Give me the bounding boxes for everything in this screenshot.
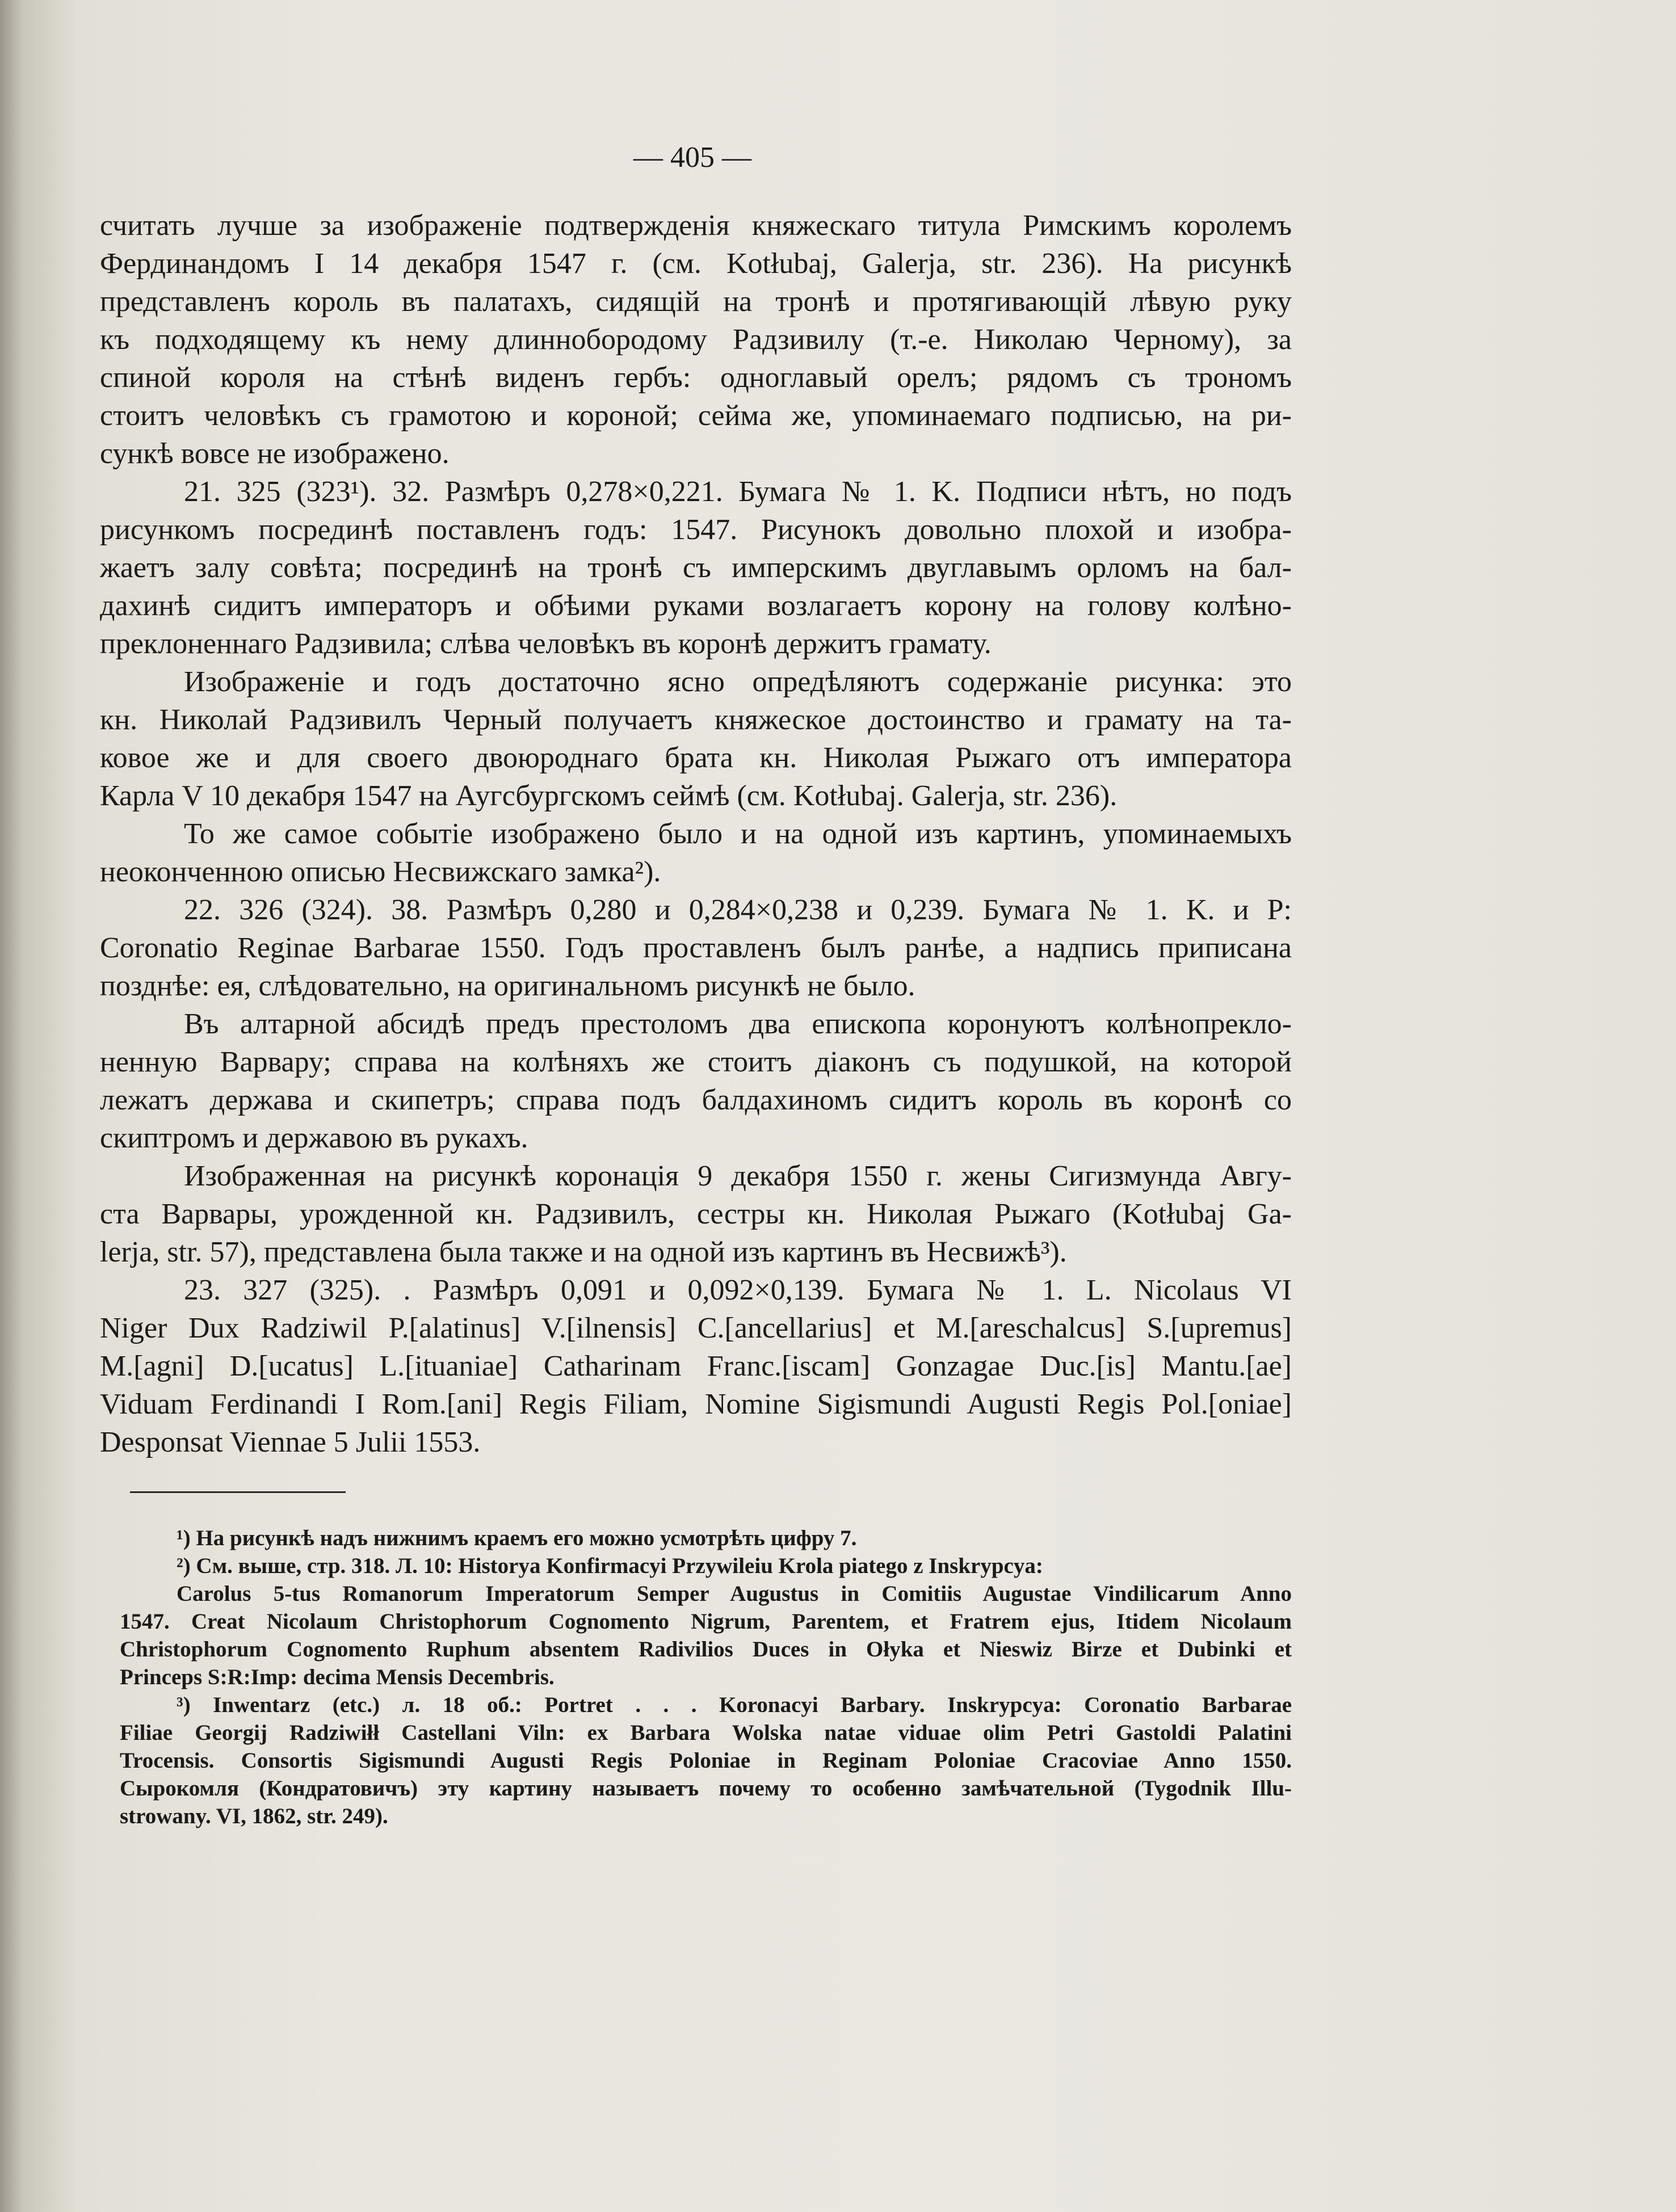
text-line: дахинѣ сидитъ императоръ и обѣими руками возлагаетъ корону на голову колѣно- (100, 590, 1292, 622)
text-line: 1547. Creat Nicolaum Christophorum Cognomento Nigrum, Parentem, et Fratrem ejus, Itidem Nicolaum (120, 1609, 1292, 1634)
text-line: преклоненнаго Радзивила; слѣва человѣкъ въ коронѣ держитъ грамату. (100, 628, 992, 660)
page-number: — 405 — (633, 141, 751, 174)
text-line: Coronatio Reginae Barbarae 1550. Годъ проставленъ былъ ранѣе, а надпись приписана (100, 932, 1292, 964)
text-line: Viduam Ferdinandi I Rom.[ani] Regis Filiam, Nomine Sigismundi Augusti Regis Pol.[oniae] (100, 1388, 1292, 1420)
text-line: спиной короля на стѣнѣ виденъ гербъ: одноглавый орелъ; рядомъ съ трономъ (100, 361, 1292, 394)
text-line: ста Варвары, урожденной кн. Радзивилъ, сестры кн. Николая Рыжаго (Kotłubaj Ga- (100, 1198, 1292, 1230)
paragraph (100, 1157, 1292, 1271)
paragraph (100, 891, 1292, 1005)
paragraph (100, 663, 1292, 815)
text-line: рисункомъ посрединѣ поставленъ годъ: 1547. Рисунокъ довольно плохой и изобра- (100, 514, 1292, 546)
text-line: Filiae Georgij Radziwiłł Castellani Viln: ex Barbara Wolska natae viduae olim Petri Gastoldi Palatini (120, 1721, 1292, 1745)
text-line: Сырокомля (Кондратовичъ) эту картину называетъ почему то особенно замѣчательной (Tygodnik Illu- (120, 1776, 1292, 1801)
text-line: позднѣе: ея, слѣдовательно, на оригинальномъ рисункѣ не было. (100, 970, 915, 1002)
text-line: Изображенная на рисункѣ коронація 9 декабря 1550 г. жены Сигизмунда Авгу- (184, 1160, 1292, 1192)
text-line: ³) Inwentarz (etc.) л. 18 об.: Portret . . . Koronacyi Barbary. Inskrypcya: Coronatio Barbarae (177, 1693, 1292, 1717)
text-line: неоконченною описью Несвижскаго замка²). (100, 856, 661, 888)
footnote-divider (130, 1491, 346, 1493)
text-line: сункѣ вовсе не изображено. (100, 438, 450, 470)
text-line: къ подходящему къ нему длиннобородому Радзивилу (т.-е. Николаю Черному), за (100, 323, 1292, 356)
text-line: ненную Варвару; справа на колѣняхъ же стоитъ діаконъ съ подушкой, на которой (100, 1046, 1292, 1078)
paragraph (100, 1271, 1292, 1461)
paragraph (100, 1005, 1292, 1157)
text-line: стоитъ человѣкъ съ грамотою и короной; сейма же, упоминаемаго подписью, на ри- (100, 399, 1292, 432)
text-line: скиптромъ и державою въ рукахъ. (100, 1122, 528, 1154)
text-line: Carolus 5-tus Romanorum Imperatorum Semper Augustus in Comitiis Augustae Vindilicarum Anno (177, 1582, 1292, 1606)
text-line: Карла V 10 декабря 1547 на Аугсбургскомъ сеймѣ (см. Kotłubaj. Galerja, str. 236). (100, 780, 1118, 812)
paragraph (100, 473, 1292, 663)
text-line: 21. 325 (323¹). 32. Размѣръ 0,278×0,221. Бумага № 1. K. Подписи нѣтъ, но подъ (184, 476, 1292, 508)
text-line: Фердинандомъ I 14 декабря 1547 г. (см. Kotłubaj, Galerja, str. 236). На рисункѣ (100, 247, 1292, 280)
text-line: считать лучше за изображеніе подтвержденія княжескаго титула Римскимъ королемъ (100, 209, 1292, 242)
footnote (120, 1524, 1292, 1552)
text-line: ²) См. выше, стр. 318. Л. 10: Historya Konfirmacyi Przywileiu Krola piatego z Inskrypcya: (177, 1554, 1043, 1578)
text-line: То же самое событіе изображено было и на одной изъ картинъ, упоминаемыхъ (184, 818, 1292, 850)
paragraph (100, 207, 1292, 473)
text-line: лежатъ держава и скипетръ; справа подъ балдахиномъ сидитъ король въ коронѣ со (100, 1084, 1292, 1116)
footnotes (120, 1524, 1292, 1830)
footnote (120, 1552, 1292, 1580)
text-line: ковое же и для своего двоюроднаго брата кн. Николая Рыжаго отъ императора (100, 742, 1292, 774)
text-line: Въ алтарной абсидѣ предъ престоломъ два епископа коронуютъ колѣнопрекло- (184, 1008, 1292, 1040)
text-line: M.[agni] D.[ucatus] L.[ituaniae] Catharinam Franc.[iscam] Gonzagae Duc.[is] Mantu.[ae] (100, 1350, 1292, 1382)
text-line: Niger Dux Radziwil P.[alatinus] V.[ilnensis] C.[ancellarius] et M.[areschalcus] S.[upremus] (100, 1312, 1292, 1344)
text-line: 22. 326 (324). 38. Размѣръ 0,280 и 0,284×0,238 и 0,239. Бумага № 1. K. и P: (184, 894, 1292, 926)
text-line: кн. Николай Радзивилъ Черный получаетъ княжеское достоинство и грамату на та- (100, 704, 1292, 736)
text-line: 23. 327 (325). . Размѣръ 0,091 и 0,092×0,139. Бумага № 1. L. Nicolaus VI (184, 1274, 1292, 1306)
text-line: Christophorum Cognomento Ruphum absentem Radivilios Duces in Ołyka et Nieswiz Birze et Dubinki et (120, 1637, 1292, 1662)
text-line: Изображеніе и годъ достаточно ясно опредѣляютъ содержаніе рисунка: это (184, 666, 1292, 698)
text-line: Desponsat Viennae 5 Julii 1553. (100, 1426, 481, 1458)
paragraph (100, 815, 1292, 891)
text-line: strowany. VI, 1862, str. 249). (120, 1804, 388, 1828)
text-line: ¹) На рисункѣ надъ нижнимъ краемъ его можно усмотрѣть цифру 7. (177, 1526, 857, 1550)
footnote (120, 1580, 1292, 1691)
main-text (100, 207, 1292, 1461)
text-line: жаетъ залу совѣта; посрединѣ на тронѣ съ имперскимъ двуглавымъ орломъ на бал- (100, 552, 1292, 584)
text-line: lerja, str. 57), представлена была также и на одной изъ картинъ въ Несвижѣ³). (100, 1236, 1067, 1268)
text-line: Trocensis. Consortis Sigismundi Augusti Regis Poloniae in Reginam Poloniae Cracoviae Anno 1550. (120, 1748, 1292, 1773)
footnote (120, 1691, 1292, 1830)
text-line: представленъ король въ палатахъ, сидящій на тронѣ и протягивающій лѣвую руку (100, 285, 1292, 318)
text-line: Princeps S:R:Imp: decima Mensis Decembris. (120, 1665, 555, 1689)
